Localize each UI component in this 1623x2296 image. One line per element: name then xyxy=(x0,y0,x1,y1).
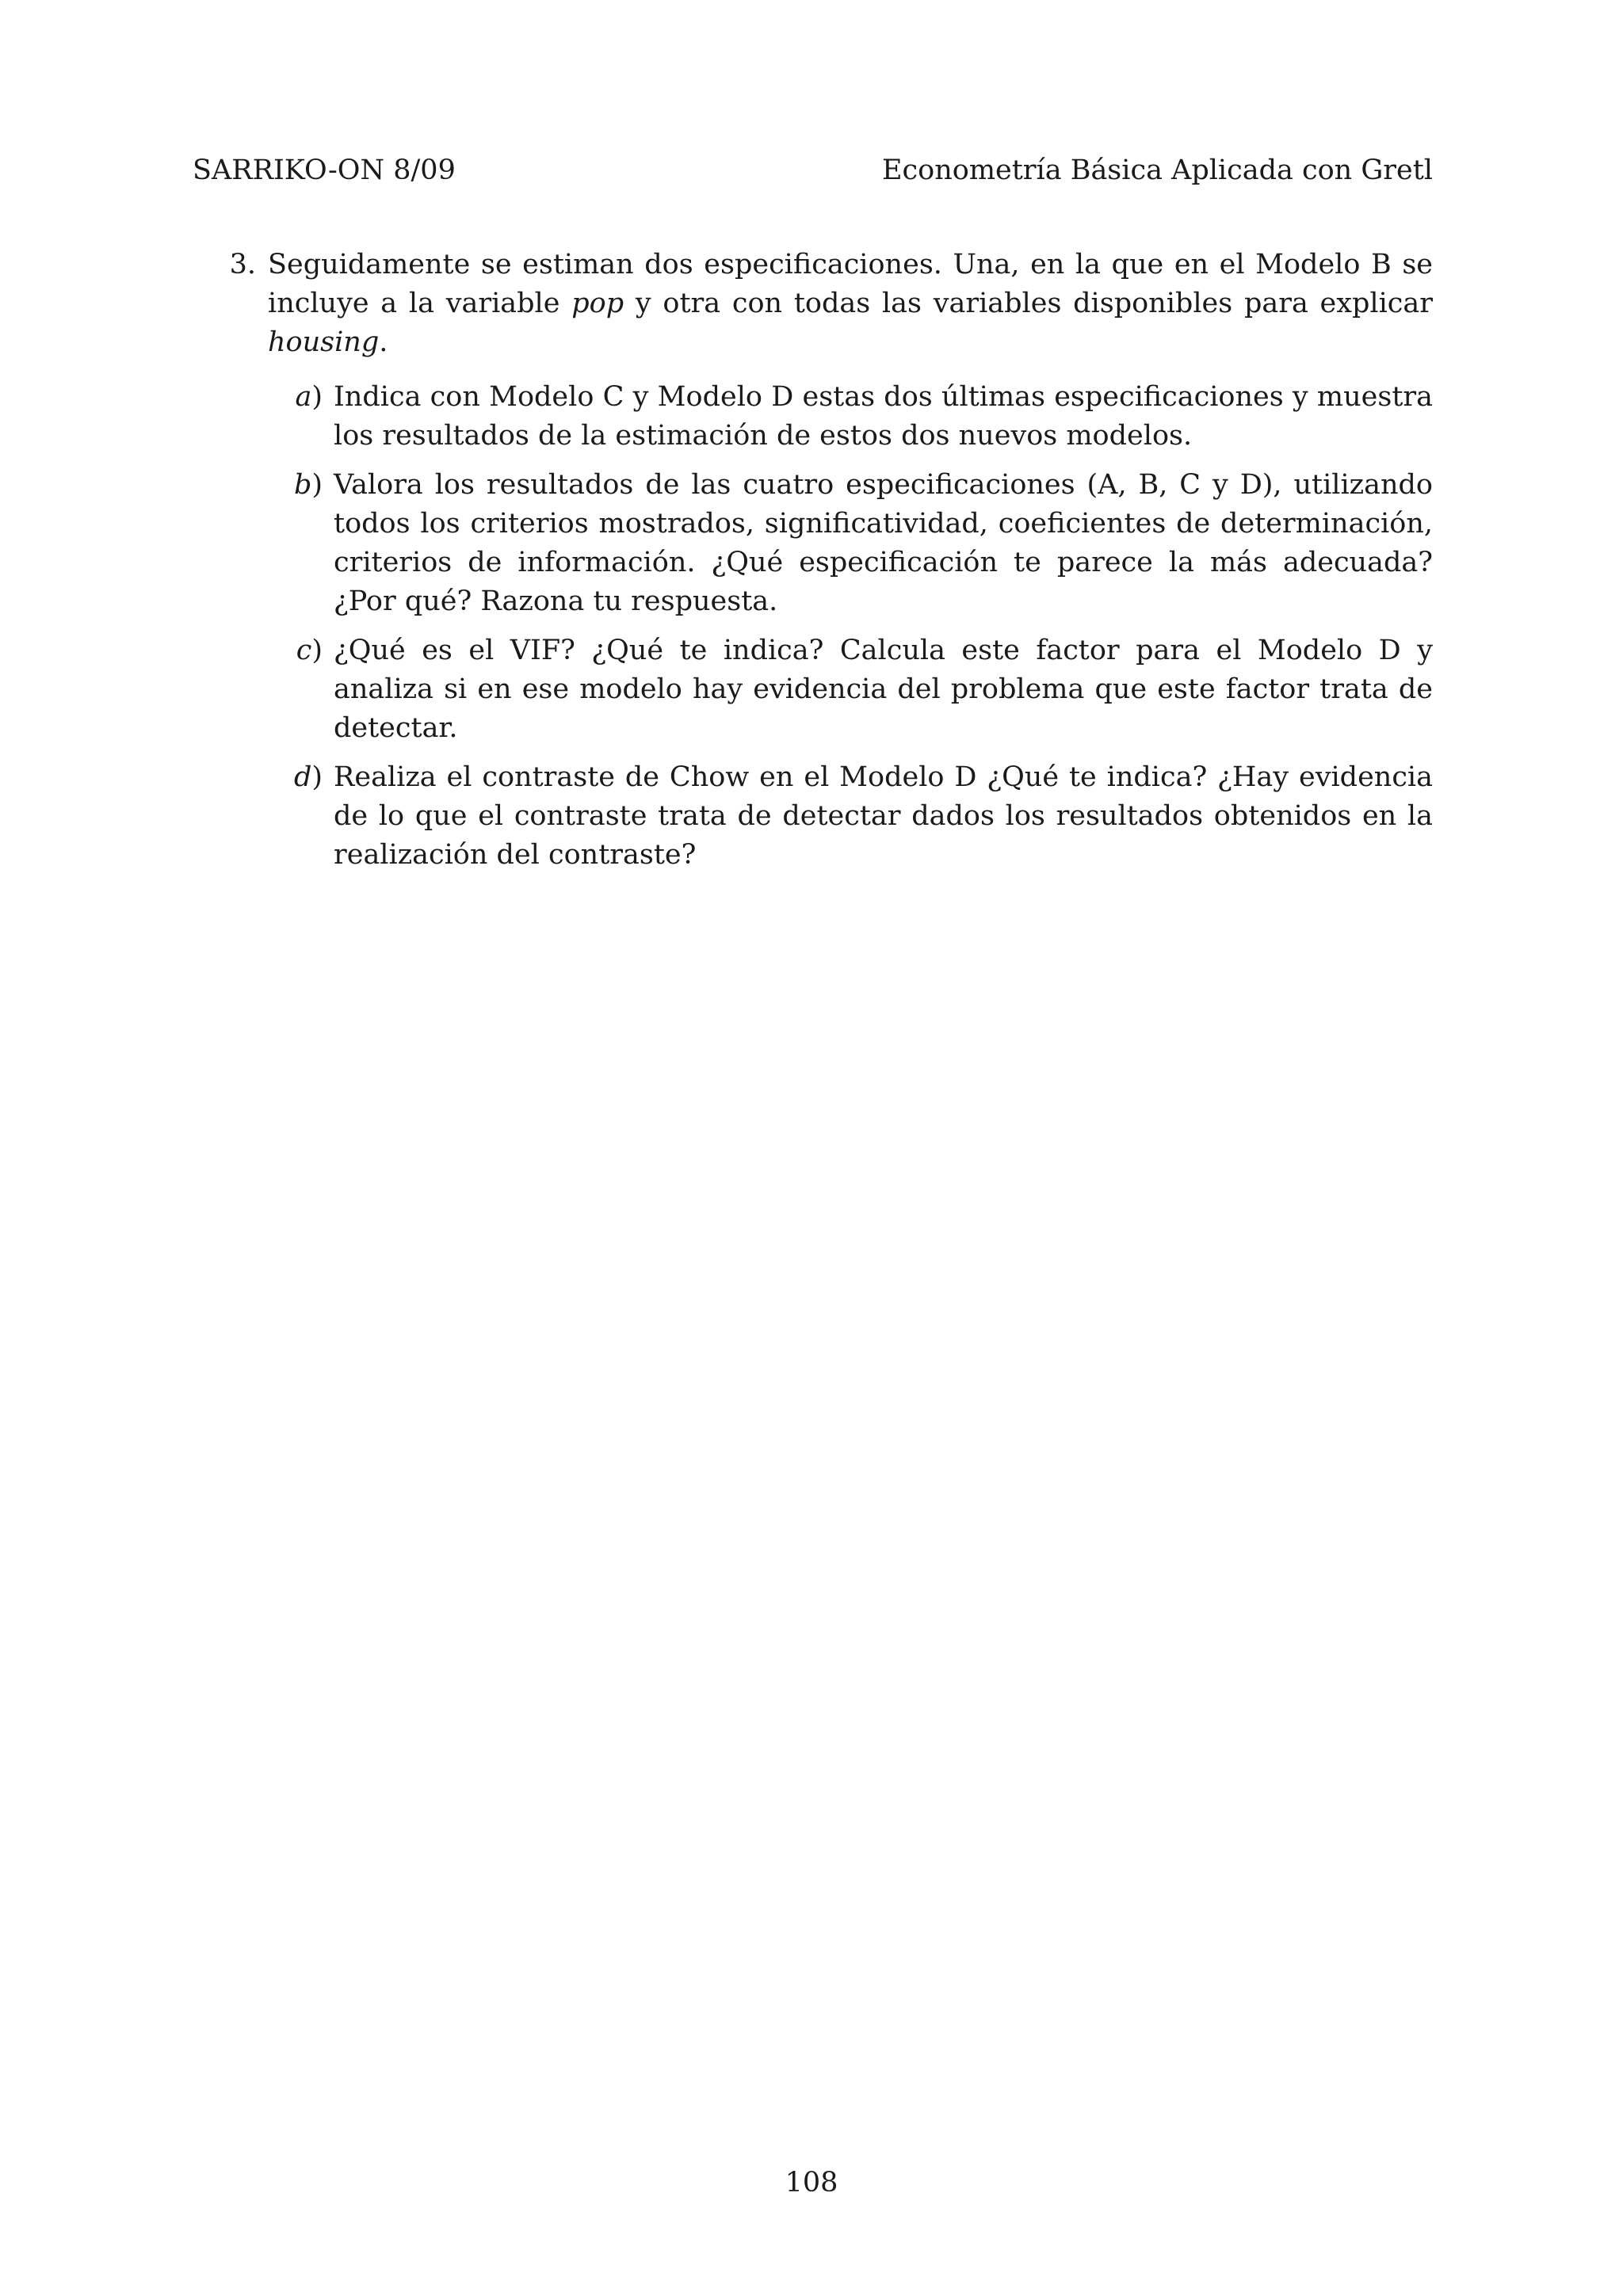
question-body xyxy=(268,246,1433,362)
question-var-housing: housing xyxy=(268,326,380,358)
subquestion-text: Realiza el contraste de Chow en el Modelo D ¿Qué te indica? ¿Hay evidencia de lo que el contraste trata de detectar dados los resultados obtenidos en la realización del contraste? xyxy=(334,761,1433,871)
subquestion-text: Indica con Modelo C y Modelo D estas dos últimas especificaciones y muestra los resultados de la estimación de estos dos nuevos modelos. xyxy=(334,381,1433,452)
subquestion-label: c) xyxy=(296,635,323,666)
subquestion-text: Valora los resultados de las cuatro especificaciones (A, B, C y D), utilizando todos los criterios mostrados, significatividad, coeficientes de determinación, criterios de información. ¿Qué especificación te parece la más adecuada? ¿Por qué? Razona tu respuesta. xyxy=(334,469,1433,617)
subquestion-list xyxy=(193,378,1433,875)
question-var-pop: pop xyxy=(571,288,624,319)
header-left: SARRIKO-ON 8/09 xyxy=(193,154,456,186)
question-item xyxy=(193,246,1433,362)
subquestion-d xyxy=(193,758,1433,875)
subquestion-label: d) xyxy=(293,761,323,793)
subquestion-b xyxy=(193,466,1433,621)
subquestion-label: a) xyxy=(295,381,323,413)
question-number: 3. xyxy=(229,249,256,280)
running-header xyxy=(193,151,1433,190)
subquestion-a xyxy=(193,378,1433,456)
page-number: 108 xyxy=(785,2167,838,2199)
question-text-1: Seguidamente se estiman dos especificaciones. Una, en la que en el Modelo B se incluye a la variable xyxy=(268,249,1433,319)
question-text-3: . xyxy=(379,326,388,358)
question-text-2: y otra con todas las variables disponibles para explicar xyxy=(624,288,1433,319)
subquestion-label: b) xyxy=(293,469,323,501)
subquestion-text: ¿Qué es el VIF? ¿Qué te indica? Calcula este factor para el Modelo D y analiza si en ese modelo hay evidencia del problema que este factor trata de detectar. xyxy=(334,635,1433,744)
subquestion-c xyxy=(193,631,1433,748)
main-content xyxy=(193,246,1433,885)
header-right: Econometría Básica Aplicada con Gretl xyxy=(882,154,1433,186)
